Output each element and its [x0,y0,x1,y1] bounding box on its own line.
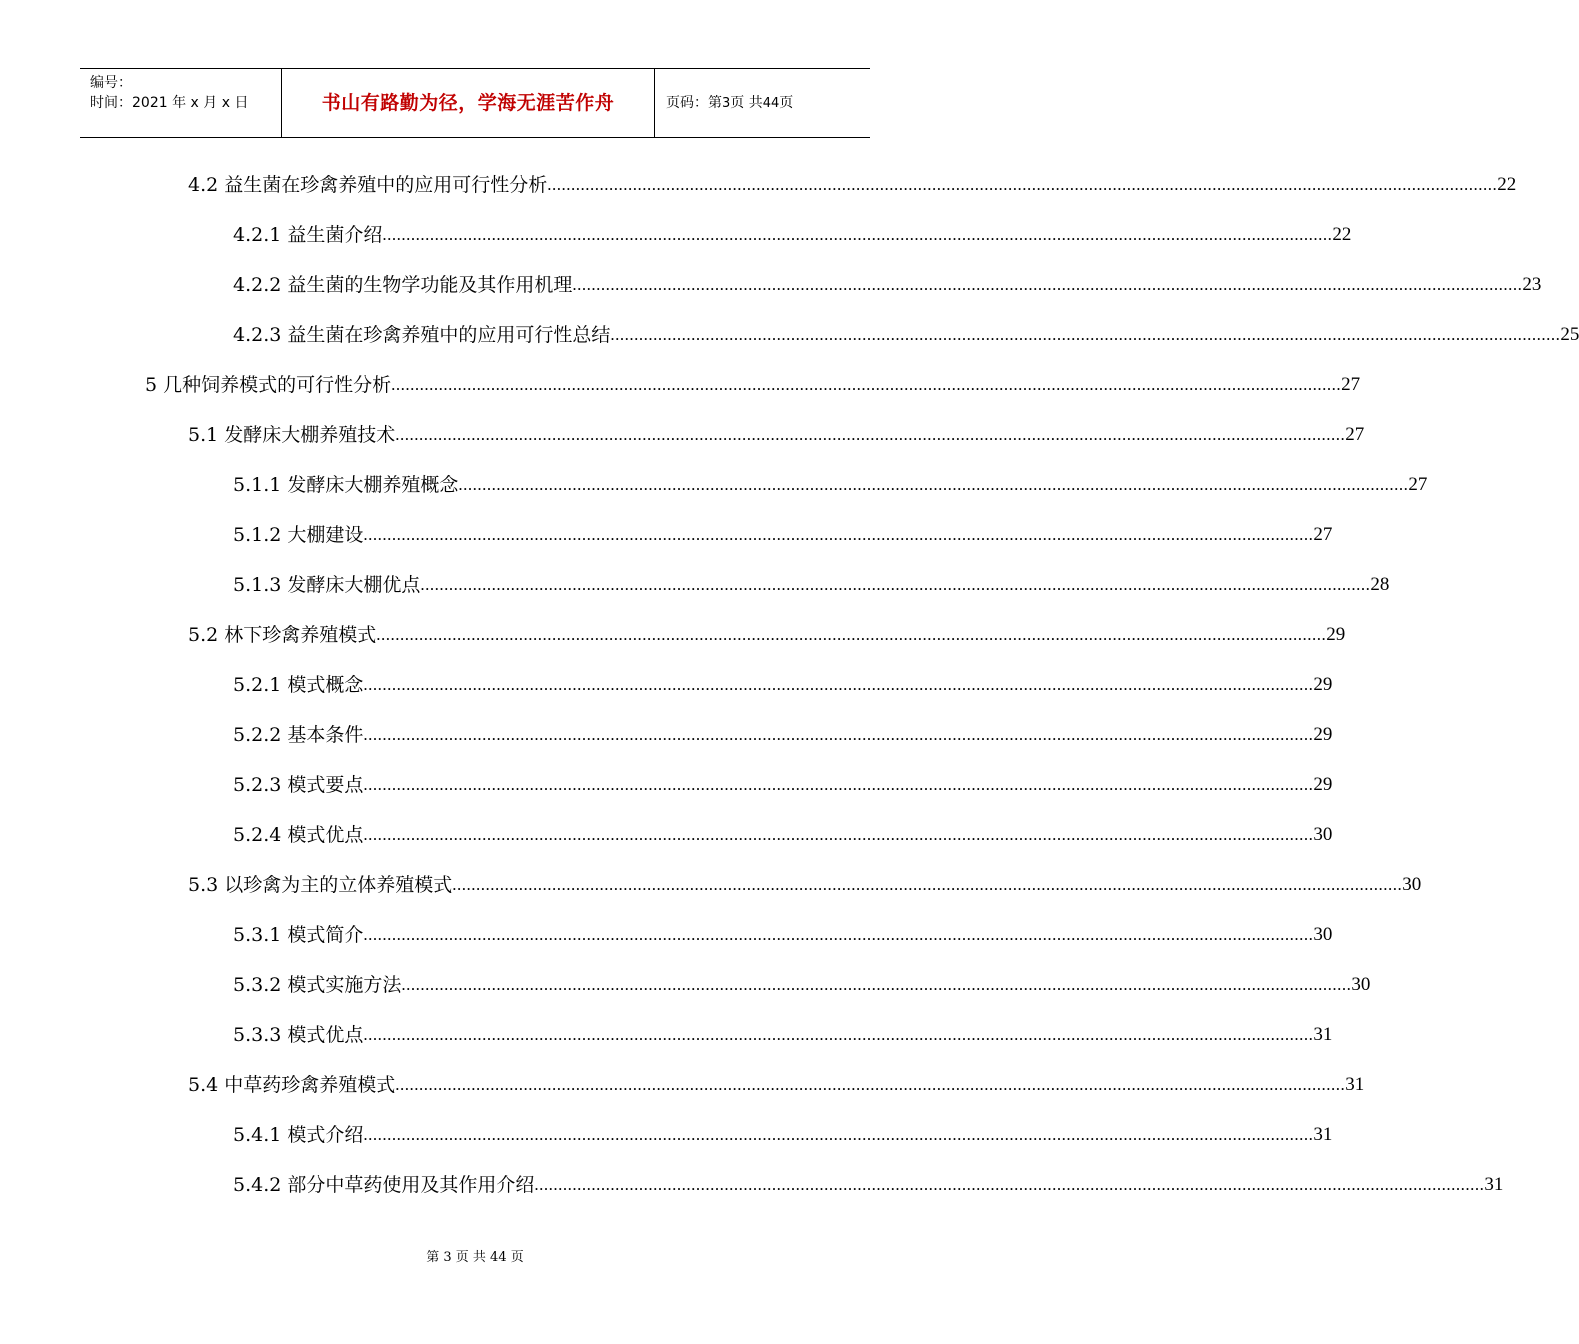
toc-leader-dots: ........................................................................................................................................................................................................ [458,475,1409,494]
toc-entry-label: 5.2.2 基本条件 [233,724,364,746]
toc-entry-page: 29 [1326,624,1346,645]
toc-entry-page: 30 [1351,974,1371,995]
toc-entry-page: 31 [1313,1124,1333,1145]
toc-entry-page: 27 [1341,374,1361,395]
toc-entry[interactable] [233,267,1542,297]
toc-entry-page: 31 [1345,1074,1365,1095]
toc-leader-dots: ........................................................................................................................................................................................................ [363,775,1314,794]
toc-leader-dots: ........................................................................................................................................................................................................ [363,1125,1314,1144]
toc-entry-label: 5 几种饲养模式的可行性分析 [145,374,392,396]
toc-entry-label: 4.2.1 益生菌介绍 [233,224,383,246]
toc-entry-label: 4.2.3 益生菌在珍禽养殖中的应用可行性总结 [233,324,611,346]
page-prefix: 页码：第 [666,95,722,111]
time-label: 时间：2021 年 x 月 x 日 [90,95,249,111]
page-total: 44 [762,96,780,111]
toc-leader-dots: ........................................................................................................................................................................................................ [376,625,1327,644]
toc-leader-dots: ........................................................................................................................................................................................................ [534,1175,1485,1194]
toc-leader-dots: ........................................................................................................................................................................................................ [363,725,1314,744]
toc-entry[interactable] [233,567,1390,597]
toc-entry-label: 4.2 益生菌在珍禽养殖中的应用可行性分析 [188,174,548,196]
toc-entry-page: 29 [1313,774,1333,795]
toc-entry-label: 5.1 发酵床大棚养殖技术 [188,424,396,446]
toc-entry-page: 25 [1560,324,1579,345]
toc-entry-page: 22 [1332,224,1352,245]
toc-entry[interactable] [233,817,1333,847]
toc-leader-dots: ........................................................................................................................................................................................................ [363,1025,1314,1044]
toc-entry-page: 31 [1313,1024,1333,1045]
toc-entry-label: 5.2.3 模式要点 [233,774,364,796]
toc-entry[interactable] [233,217,1352,247]
page-footer: 第 3 页 共 44 页 [426,1250,524,1265]
toc-entry-page: 28 [1370,574,1390,595]
page-suffix: 页 [779,95,794,111]
toc-entry-page: 29 [1313,724,1333,745]
toc-entry[interactable] [233,967,1371,997]
toc-entry[interactable] [188,867,1422,897]
number-label: 编号： [90,75,132,91]
toc-leader-dots: ........................................................................................................................................................................................................ [395,1075,1346,1094]
header-page-info [666,69,793,137]
toc-entry-page: 22 [1497,174,1517,195]
toc-entry-label: 5.1.1 发酵床大棚养殖概念 [233,474,459,496]
toc-entry[interactable] [188,417,1365,447]
toc-leader-dots: ........................................................................................................................................................................................................ [401,975,1352,994]
toc-entry-label: 5.3.1 模式简介 [233,924,364,946]
toc-entry-label: 5.3 以珍禽为主的立体养殖模式 [188,874,453,896]
toc-entry-page: 30 [1402,874,1422,895]
toc-entry[interactable] [188,617,1346,647]
toc-entry-label: 4.2.2 益生菌的生物学功能及其作用机理 [233,274,573,296]
toc-entry-label: 5.2.1 模式概念 [233,674,364,696]
page-current: 3 [722,96,731,111]
toc-entry[interactable] [145,367,1361,397]
page-mid: 页 共 [730,95,763,111]
toc-entry[interactable] [233,1167,1504,1197]
header-meta [90,73,248,113]
header-divider [654,69,655,137]
toc-entry-label: 5.3.2 模式实施方法 [233,974,402,996]
toc-entry[interactable] [233,767,1333,797]
toc-entry[interactable] [233,517,1333,547]
toc-entry-page: 23 [1522,274,1542,295]
toc-leader-dots: ........................................................................................................................................................................................................ [391,375,1342,394]
toc-entry[interactable] [233,317,1579,347]
toc-entry[interactable] [233,667,1333,697]
toc-entry[interactable] [188,1067,1365,1097]
toc-leader-dots: ........................................................................................................................................................................................................ [547,175,1498,194]
toc-entry[interactable] [233,917,1333,947]
toc-entry-page: 27 [1408,474,1428,495]
toc-leader-dots: ........................................................................................................................................................................................................ [420,575,1371,594]
toc-entry-page: 27 [1313,524,1333,545]
toc-entry-label: 5.4.1 模式介绍 [233,1124,364,1146]
toc-leader-dots: ........................................................................................................................................................................................................ [610,325,1561,344]
toc-entry-label: 5.4.2 部分中草药使用及其作用介绍 [233,1174,535,1196]
toc-entry-page: 29 [1313,674,1333,695]
toc-leader-dots: ........................................................................................................................................................................................................ [382,225,1333,244]
toc-entry-page: 31 [1484,1174,1504,1195]
toc-entry-label: 5.4 中草药珍禽养殖模式 [188,1074,396,1096]
toc-entry[interactable] [233,1017,1333,1047]
toc-leader-dots: ........................................................................................................................................................................................................ [363,825,1314,844]
toc-leader-dots: ........................................................................................................................................................................................................ [363,675,1314,694]
toc-leader-dots: ........................................................................................................................................................................................................ [363,925,1314,944]
toc-entry[interactable] [188,167,1517,197]
toc-leader-dots: ........................................................................................................................................................................................................ [395,425,1346,444]
toc-entry-label: 5.2 林下珍禽养殖模式 [188,624,377,646]
page-header [80,68,870,138]
toc-entry[interactable] [233,467,1428,497]
toc-entry-page: 30 [1313,824,1333,845]
toc-entry-label: 5.1.3 发酵床大棚优点 [233,574,421,596]
toc-entry-label: 5.3.3 模式优点 [233,1024,364,1046]
toc-leader-dots: ........................................................................................................................................................................................................ [452,875,1403,894]
toc-entry[interactable] [233,1117,1333,1147]
toc-entry-label: 5.2.4 模式优点 [233,824,364,846]
toc-leader-dots: ........................................................................................................................................................................................................ [572,275,1523,294]
toc-entry[interactable] [233,717,1333,747]
toc-entry-page: 30 [1313,924,1333,945]
header-motto: 书山有路勤为径，学海无涯苦作舟 [321,92,615,114]
toc-entry-page: 27 [1345,424,1365,445]
toc-entry-label: 5.1.2 大棚建设 [233,524,364,546]
toc-leader-dots: ........................................................................................................................................................................................................ [363,525,1314,544]
